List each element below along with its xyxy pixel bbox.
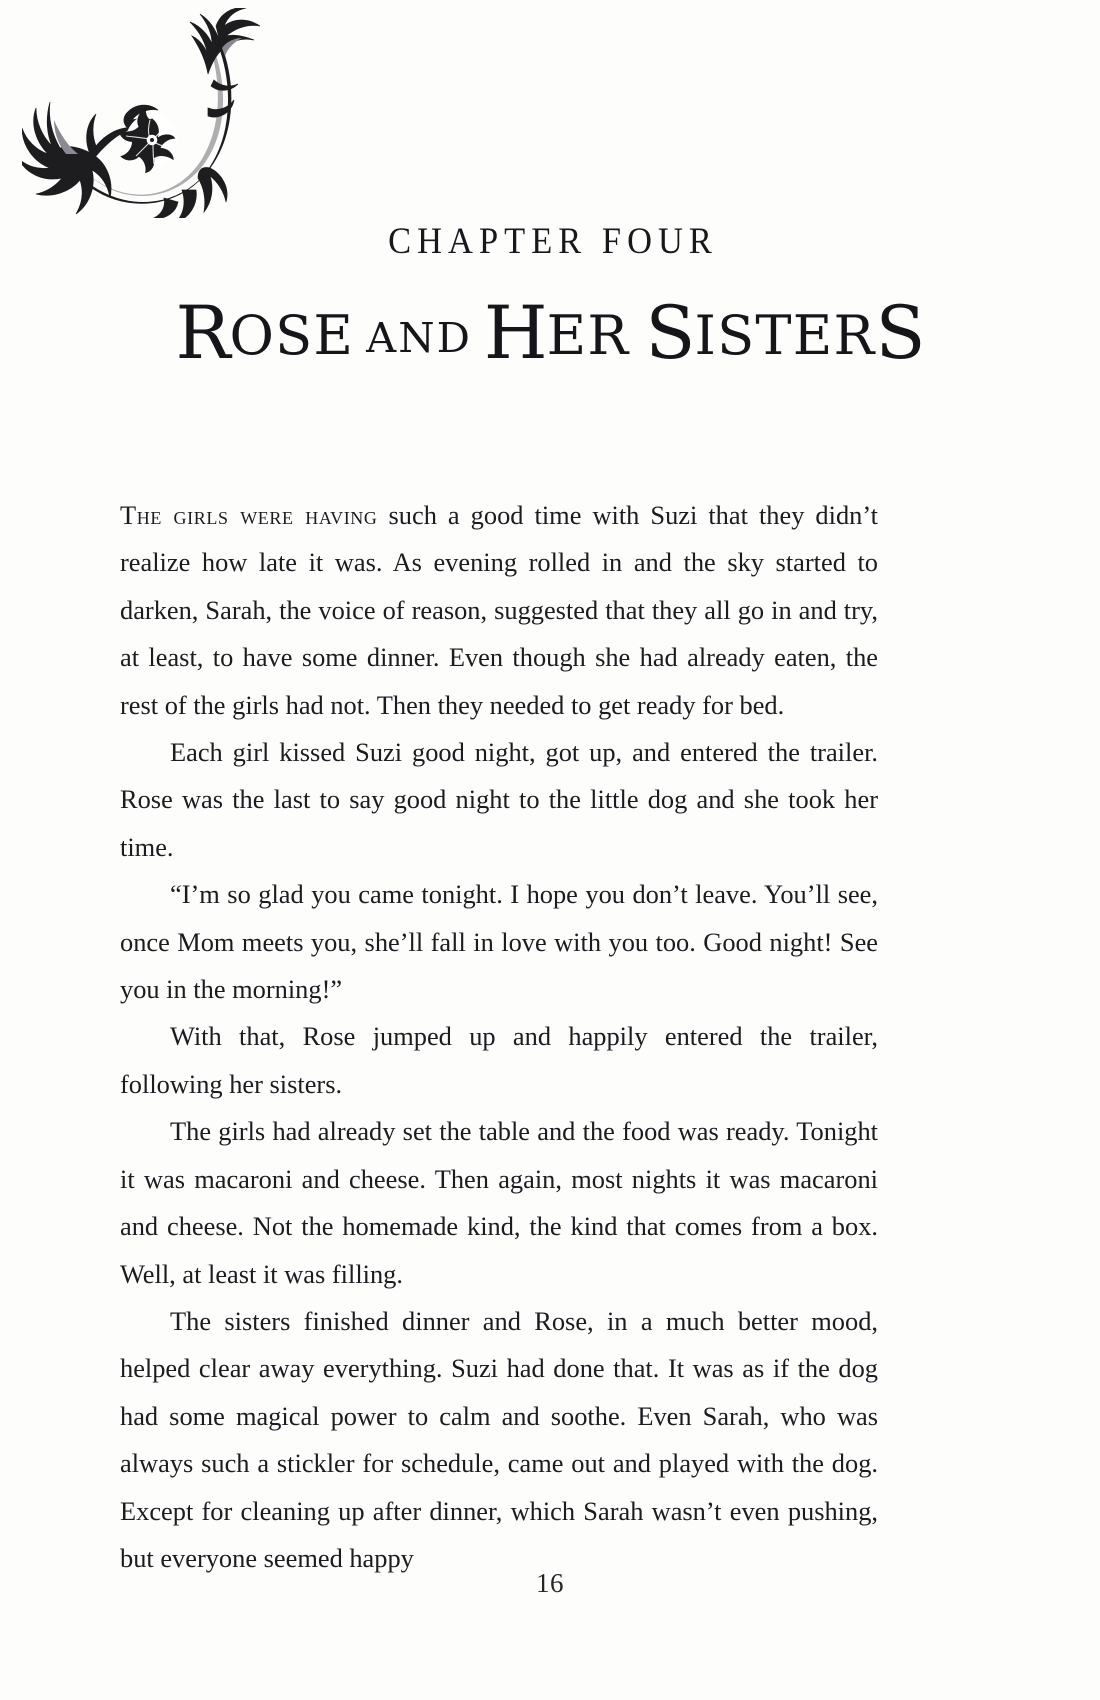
- chapter-label: CHAPTER FOUR: [388, 221, 718, 262]
- chapter-title: [0, 290, 1100, 376]
- chapter-title-word-rose: ROSE: [175, 290, 355, 376]
- chapter-heading: [0, 221, 1100, 376]
- paragraph-1: [120, 492, 878, 729]
- paragraph-3: “I’m so glad you came tonight. I hope you don’t leave. You’ll see, once Mom meets you, she’ll fall in love with you too. Good night! See you in the morning!”: [120, 879, 878, 1005]
- chapter-title-word-her: HER: [483, 290, 630, 376]
- chapter-title-word-sisters: SISTERS: [645, 290, 925, 376]
- paragraph-1-text: such a good time with Suzi that they didn’t realize how late it was. As evening rolled in and the sky started to darken, Sarah, the voice of reason, suggested that they all go in and try, at least, to have some dinner. Even though she had already eaten, the rest of the girls had not. Then they needed to get ready for bed.: [120, 500, 878, 720]
- opening-small-caps: The girls were having: [120, 500, 378, 530]
- floral-scroll-ornament-icon: [22, 8, 272, 218]
- chapter-title-conjunction: AND: [366, 312, 472, 362]
- paragraph-4: With that, Rose jumped up and happily entered the trailer, following her sisters.: [120, 1021, 878, 1099]
- paragraph-2: Each girl kissed Suzi good night, got up, and entered the trailer. Rose was the last to say good night to the little dog and she took her time.: [120, 737, 878, 862]
- page-number: 16: [536, 1568, 564, 1598]
- paragraph-6: The sisters finished dinner and Rose, in a much better mood, helped clear away everything. Suzi had done that. It was as if the dog had some magical power to calm and soothe. Even Sarah, who was always such a stickler for schedule, came out and played with the dog. Except for cleaning up after dinner, which Sarah wasn’t even pushing, but everyone seemed happy: [120, 1305, 878, 1573]
- body-text: [120, 492, 878, 1582]
- paragraph-5: The girls had already set the table and the food was ready. Tonight it was macaroni and cheese. Then again, most nights it was macaroni and cheese. Not the homemade kind, the kind that comes from a box. Well, at least it was filling.: [120, 1116, 878, 1289]
